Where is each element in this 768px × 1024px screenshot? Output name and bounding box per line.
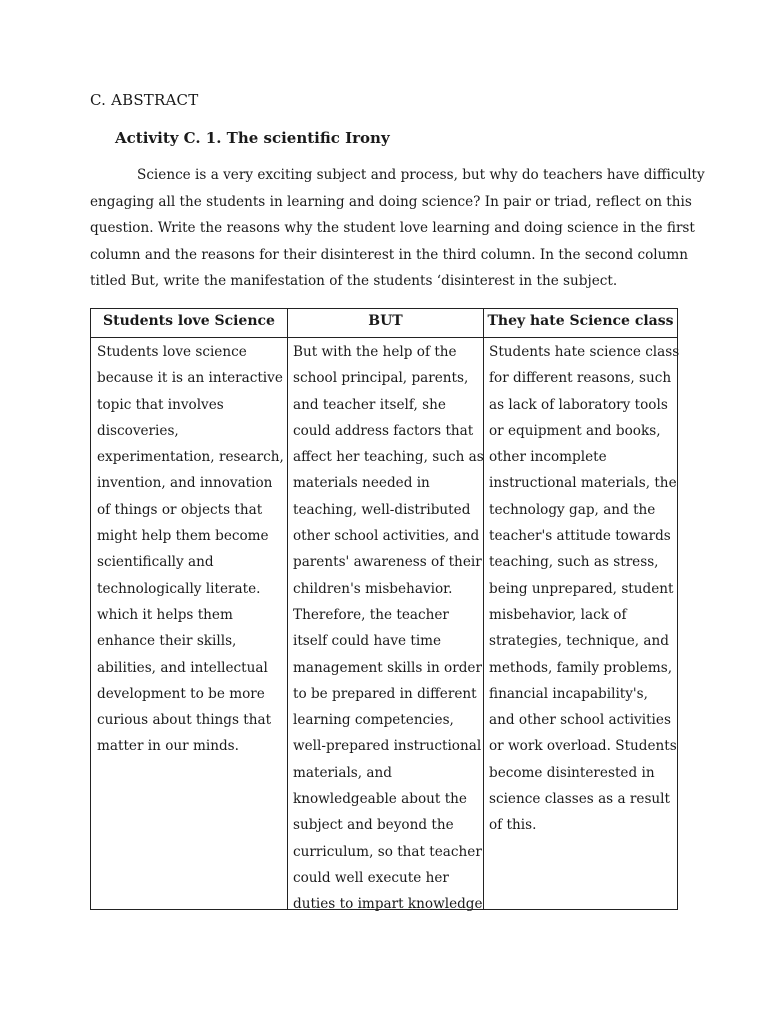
cell-line: management skills in order bbox=[293, 659, 482, 676]
intro-paragraph bbox=[90, 162, 705, 295]
irony-table bbox=[90, 308, 680, 913]
intro-line: column and the reasons for their disinterest in the third column. In the second column bbox=[90, 246, 689, 263]
cell-they-hate-science-class bbox=[483, 339, 680, 839]
cell-line: misbehavior, lack of bbox=[489, 606, 627, 623]
cell-line: instructional materials, the bbox=[489, 475, 677, 492]
cell-line: of things or objects that bbox=[97, 501, 263, 518]
cell-line: affect her teaching, such as bbox=[293, 449, 484, 466]
cell-line: invention, and innovation bbox=[97, 475, 273, 492]
cell-students-love-science bbox=[91, 339, 287, 760]
cell-line: duties to impart knowledge bbox=[293, 896, 483, 913]
cell-line: financial incapability's, bbox=[489, 685, 648, 702]
header-divider bbox=[91, 337, 677, 338]
cell-line: teacher's attitude towards bbox=[489, 528, 671, 545]
cell-line: teaching, such as stress, bbox=[489, 554, 659, 571]
cell-line: Students love science bbox=[97, 344, 247, 360]
cell-line: matter in our minds. bbox=[97, 738, 239, 755]
cell-line: But with the help of the bbox=[293, 344, 457, 360]
cell-line: could address factors that bbox=[293, 422, 474, 439]
cell-line: technology gap, and the bbox=[489, 501, 656, 518]
cell-line: science classes as a result bbox=[489, 791, 670, 808]
cell-line: teaching, well-distributed bbox=[293, 501, 471, 518]
section-heading: C. ABSTRACT bbox=[90, 91, 199, 109]
intro-line: engaging all the students in learning and doing science? In pair or triad, reflect on this bbox=[90, 193, 692, 210]
cell-line: and other school activities bbox=[489, 712, 671, 729]
cell-line: well-prepared instructional bbox=[293, 738, 482, 755]
cell-line: being unprepared, student bbox=[489, 580, 674, 597]
cell-line: could well execute her bbox=[293, 869, 449, 886]
cell-but bbox=[287, 339, 483, 918]
cell-line: strategies, technique, and bbox=[489, 633, 669, 650]
cell-line: experimentation, research, bbox=[97, 449, 284, 466]
cell-line: become disinterested in bbox=[489, 764, 655, 781]
cell-line: children's misbehavior. bbox=[293, 580, 453, 597]
header-but: BUT bbox=[368, 313, 403, 329]
header-students-love-science: Students love Science bbox=[103, 313, 275, 329]
cell-line: school principal, parents, bbox=[293, 370, 469, 387]
cell-line: parents' awareness of their bbox=[293, 554, 482, 571]
cell-line: curriculum, so that teacher bbox=[293, 843, 482, 860]
cell-line: which it helps them bbox=[97, 606, 233, 623]
cell-line: other incomplete bbox=[489, 449, 607, 466]
cell-line: itself could have time bbox=[293, 633, 442, 650]
intro-line: titled But, write the manifestation of the students ‘disinterest in the subject. bbox=[90, 273, 618, 289]
intro-line: Science is a very exciting subject and process, but why do teachers have difficulty bbox=[137, 167, 705, 183]
cell-line: Therefore, the teacher bbox=[293, 606, 449, 623]
cell-line: development to be more bbox=[97, 685, 265, 702]
cell-line: knowledgeable about the bbox=[293, 791, 467, 808]
cell-line: as lack of laboratory tools bbox=[489, 396, 668, 413]
activity-heading: Activity C. 1. The scientific Irony bbox=[115, 129, 390, 147]
cell-line: abilities, and intellectual bbox=[97, 659, 268, 676]
cell-line: or equipment and books, bbox=[489, 422, 661, 439]
cell-line: subject and beyond the bbox=[293, 817, 454, 834]
cell-line: of this. bbox=[489, 817, 537, 834]
cell-line: materials, and bbox=[293, 764, 392, 781]
cell-line: learning competencies, bbox=[293, 712, 454, 729]
cell-line: topic that involves bbox=[97, 396, 224, 413]
header-they-hate-science-class: They hate Science class bbox=[487, 313, 674, 329]
cell-line: materials needed in bbox=[293, 475, 430, 492]
cell-line: because it is an interactive bbox=[97, 370, 283, 387]
cell-line: curious about things that bbox=[97, 712, 272, 729]
cell-line: other school activities, and bbox=[293, 528, 480, 545]
cell-line: Students hate science class bbox=[489, 344, 680, 360]
cell-line: scientifically and bbox=[97, 554, 214, 571]
cell-line: for different reasons, such bbox=[489, 370, 672, 387]
cell-line: and teacher itself, she bbox=[293, 396, 446, 413]
cell-line: discoveries, bbox=[97, 422, 179, 439]
cell-line: to be prepared in different bbox=[293, 685, 477, 702]
cell-line: enhance their skills, bbox=[97, 633, 237, 650]
cell-line: methods, family problems, bbox=[489, 659, 673, 676]
cell-line: or work overload. Students bbox=[489, 738, 677, 755]
cell-line: technologically literate. bbox=[97, 580, 261, 597]
intro-line: question. Write the reasons why the student love learning and doing science in the first bbox=[90, 220, 695, 236]
cell-line: might help them become bbox=[97, 528, 269, 545]
